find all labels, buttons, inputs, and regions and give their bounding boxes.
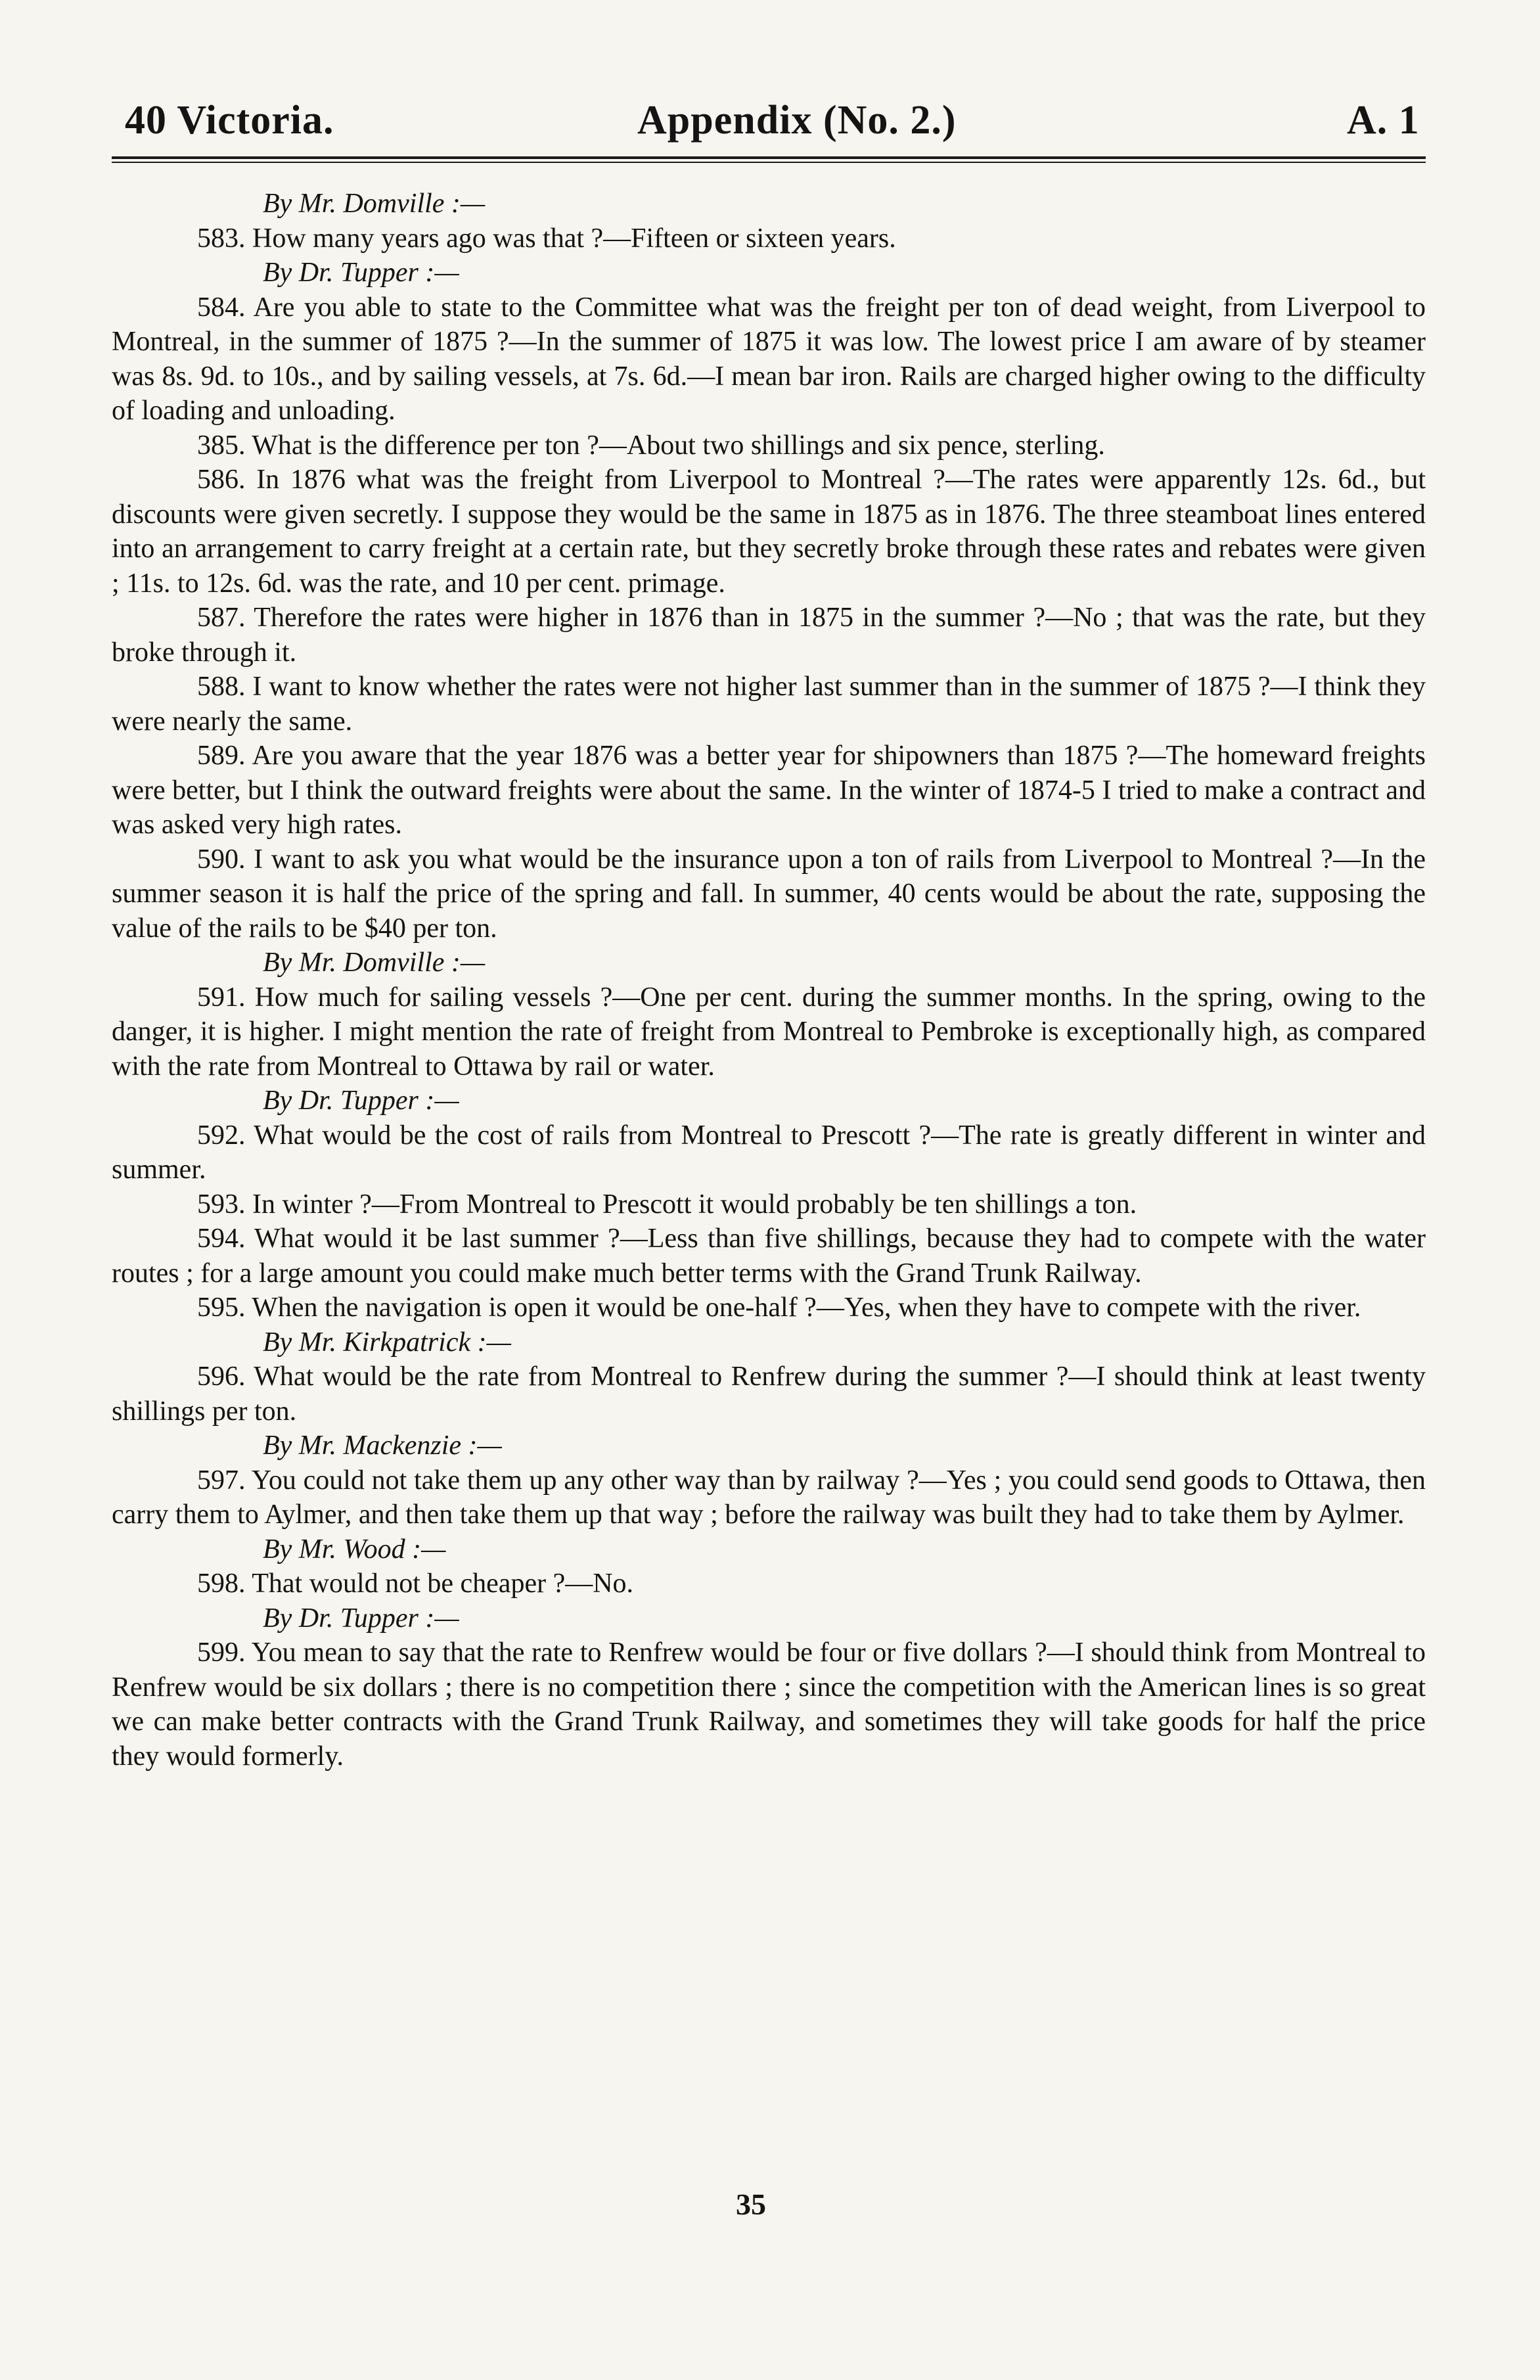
running-header <box>112 85 1426 151</box>
examiner-heading: By Dr. Tupper :— <box>263 1086 459 1116</box>
page-number: 35 <box>736 2187 766 2221</box>
document-page <box>112 85 1426 1774</box>
testimony-paragraph: 591. How much for sailing vessels ?—One per cent. during the summer months. In the spring, owing to the danger, it is higher. I might mention the rate of freight from Montreal to Pembroke is exceptionally high, as compared with the rate from Montreal to Ottawa by rail or water. <box>112 982 1426 1082</box>
testimony-paragraph: 583. How many years ago was that ?—Fifteen or sixteen years. <box>197 223 896 254</box>
testimony-paragraph: 599. You mean to say that the rate to Renfrew would be four or five dollars ?—I should think from Montreal to Renfrew would be six dollars ; there is no competition there ; since the competition with the American lines is so great we can make better contracts with the Grand Trunk Railway, and sometimes they will take goods for half the price they would formerly. <box>112 1637 1426 1772</box>
testimony-paragraph: 597. You could not take them up any other way than by railway ?—Yes ; you could send goods to Ottawa, then carry them to Aylmer, and then take them up that way ; before the railway was built they had to take them by Aylmer. <box>112 1465 1426 1530</box>
testimony-paragraph: 587. Therefore the rates were higher in 1876 than in 1875 in the summer ?—No ; that was the rate, but they broke through it. <box>112 603 1426 668</box>
testimony-paragraph: 596. What would be the rate from Montreal to Renfrew during the summer ?—I should think at least twenty shillings per ton. <box>112 1362 1426 1427</box>
header-rule <box>112 156 1426 163</box>
examiner-heading: By Mr. Domville :— <box>263 189 486 219</box>
testimony-paragraph: 598. That would not be cheaper ?—No. <box>197 1568 634 1599</box>
testimony-paragraph: 590. I want to ask you what would be the insurance upon a ton of rails from Liverpool to Montreal ?—In the summer season it is half the price of the spring and fall. In summer, 40 cents would be about the rate, supposing the value of the rails to be $40 per ton. <box>112 844 1426 944</box>
examiner-heading: By Dr. Tupper :— <box>263 258 459 288</box>
testimony-paragraph: 586. In 1876 what was the freight from Liverpool to Montreal ?—The rates were apparently 12s. 6d., but discounts were given secretly. I suppose they would be the same in 1875 as in 1876. The three steamboat lines entered into an arrangement to carry freight at a certain rate, but they secretly broke through these rates and rebates were given ; 11s. to 12s. 6d. was the rate, and 10 per cent. primage. <box>112 465 1426 599</box>
header-left: 40 Victoria. <box>125 98 334 143</box>
testimony-paragraph: 595. When the navigation is open it would be one-half ?—Yes, when they have to compete with the river. <box>197 1293 1361 1323</box>
examiner-heading: By Dr. Tupper :— <box>263 1603 459 1634</box>
testimony-paragraph: 594. What would it be last summer ?—Less than five shillings, because they had to compete with the water routes ; for a large amount you could make much better terms with the Grand Trunk Railway. <box>112 1224 1426 1289</box>
examiner-heading: By Mr. Domville :— <box>263 948 486 978</box>
testimony-paragraph: 593. In winter ?—From Montreal to Prescott it would probably be ten shillings a ton. <box>197 1189 1137 1220</box>
testimony-paragraph: 592. What would be the cost of rails from Montreal to Prescott ?—The rate is greatly different in winter and summer. <box>112 1120 1426 1185</box>
examiner-heading: By Mr. Mackenzie :— <box>263 1430 502 1461</box>
testimony-paragraph: 584. Are you able to state to the Committee what was the freight per ton of dead weight, from Liverpool to Montreal, in the summer of 1875 ?—In the summer of 1875 it was low. The lowest price I am aware of by steamer was 8s. 9d. to 10s., and by sailing vessels, at 7s. 6d.—I mean bar iron. Rails are charged higher owing to the difficulty of loading and unloading. <box>112 292 1426 426</box>
examiner-heading: By Mr. Kirkpatrick :— <box>263 1327 511 1358</box>
body-text <box>112 187 1426 1774</box>
examiner-heading: By Mr. Wood :— <box>263 1534 446 1565</box>
testimony-paragraph: 589. Are you aware that the year 1876 was a better year for shipowners than 1875 ?—The homeward freights were better, but I think the outward freights were about the same. In the winter of 1874-5 I tried to make a contract and was asked very high rates. <box>112 741 1426 840</box>
header-right: A. 1 <box>1347 98 1420 143</box>
testimony-paragraph: 385. What is the difference per ton ?—About two shillings and six pence, sterling. <box>197 430 1105 461</box>
testimony-paragraph: 588. I want to know whether the rates were not higher last summer than in the summer of 1875 ?—I think they were nearly the same. <box>112 672 1426 737</box>
header-center: Appendix (No. 2.) <box>637 98 957 143</box>
